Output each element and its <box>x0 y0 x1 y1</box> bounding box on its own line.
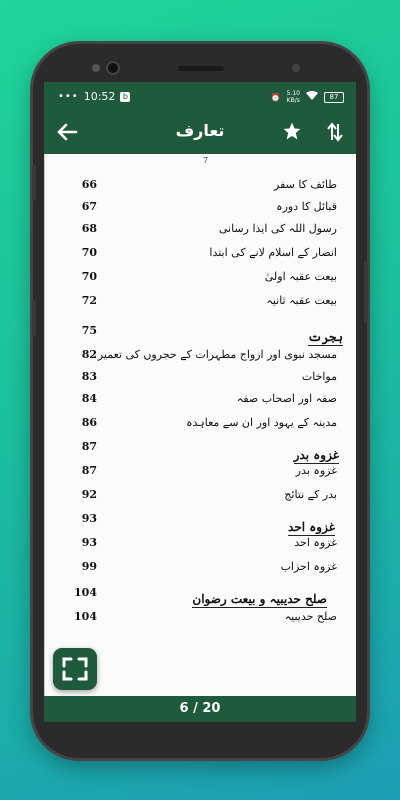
toc-entry-text: مواخات <box>301 370 337 383</box>
toc-row <box>45 416 356 436</box>
toc-page-number: 93 <box>81 512 97 525</box>
toc-page-number: 92 <box>81 488 97 501</box>
sensor <box>292 64 300 72</box>
toc-page-number: 83 <box>81 370 97 383</box>
phone-side-button <box>32 165 36 201</box>
toc-row <box>45 200 356 220</box>
toc-row <box>45 246 356 266</box>
toc-row <box>45 178 356 198</box>
toc-page-number: 87 <box>81 440 97 453</box>
toc-page-number: 86 <box>81 416 97 429</box>
alarm-icon: ⏰ <box>270 92 281 102</box>
toc-page-number: 66 <box>81 178 97 191</box>
star-icon[interactable] <box>282 121 302 145</box>
sort-arrows-icon[interactable] <box>327 122 343 146</box>
toc-entry-text: بیعت عقبہ ثانیہ <box>266 294 337 307</box>
camera-notch <box>92 60 132 76</box>
app-screen <box>44 82 356 722</box>
toc-entry-text: انصار کے اسلام لانے کی ابتدا <box>209 246 337 259</box>
document-page <box>44 154 356 706</box>
status-time: 10:52 <box>83 90 116 103</box>
network-speed: 5.10 KB/s <box>286 90 300 104</box>
scan-page-number: 7 <box>203 156 209 165</box>
toc-row <box>45 294 356 314</box>
toc-row <box>45 560 356 580</box>
toc-row <box>45 610 356 630</box>
toc-entry-text: غزوہ احزاب <box>280 560 337 573</box>
toc-row <box>45 370 356 390</box>
toc-page-number: 70 <box>81 270 97 283</box>
toc-row <box>45 488 356 508</box>
signal-dots-icon: ••• <box>58 91 79 102</box>
notification-badge: b <box>120 92 130 102</box>
toc-entry-text: صلح حدیبیہ <box>284 610 337 623</box>
section-heading: غزوہ بدر <box>293 448 339 462</box>
toc-page-number: 68 <box>81 222 97 235</box>
toc-entry-text: رسول اللہ کی ایذا رسانی <box>218 222 337 235</box>
toc-row <box>45 536 356 556</box>
phone-side-button <box>364 262 368 322</box>
toc-entry-text: غزوہ احد <box>294 536 337 549</box>
toc-entry-text: طائف کا سفر <box>274 178 337 191</box>
toc-entry-text: مدینہ کے یہود اور ان سے معاہدہ <box>186 416 337 429</box>
toc-entry-text: قبائل کا دورہ <box>276 200 337 213</box>
toc-page-number: 70 <box>81 246 97 259</box>
wifi-icon <box>306 91 318 103</box>
toc-page-number: 93 <box>81 536 97 549</box>
toc-row <box>45 348 356 368</box>
toc-page-number: 75 <box>81 324 97 337</box>
toc-entry-text: بدر کے نتائج <box>284 488 337 501</box>
phone-side-button <box>32 300 36 336</box>
toc-page-number: 72 <box>81 294 97 307</box>
section-heading: صلح حدیبیہ و بیعت رضوان <box>192 592 327 606</box>
toc-page-number: 104 <box>74 586 97 599</box>
toc-page-number: 104 <box>74 610 97 623</box>
page-title: تعارف <box>175 121 225 140</box>
fullscreen-button[interactable] <box>53 648 97 690</box>
toc-page-number: 67 <box>81 200 97 213</box>
section-heading: غزوہ احد <box>288 520 335 534</box>
battery-icon: 87 <box>324 92 344 103</box>
status-bar <box>44 82 356 112</box>
app-bar <box>44 112 356 154</box>
toc-entry-text: مسجد نبوی اور ازواج مطہرات کے حجروں کی تعمیر <box>97 348 337 361</box>
toc-page-number: 82 <box>81 348 97 361</box>
speaker-grille <box>178 66 224 71</box>
section-heading: ہجرت <box>307 330 343 344</box>
toc-row <box>45 222 356 242</box>
toc-row <box>45 392 356 412</box>
toc-row <box>45 270 356 290</box>
toc-page-number: 99 <box>81 560 97 573</box>
toc-row <box>45 464 356 484</box>
toc-page-number: 84 <box>81 392 97 405</box>
toc-page-number: 87 <box>81 464 97 477</box>
toc-entry-text: غزوہ بدر <box>295 464 337 477</box>
toc-entry-text: بیعت عقبہ اولیٰ <box>264 270 337 283</box>
toc-entry-text: صفہ اور اصحاب صفہ <box>236 392 337 405</box>
fullscreen-icon <box>53 648 97 690</box>
page-indicator: 6 / 20 <box>44 696 356 722</box>
